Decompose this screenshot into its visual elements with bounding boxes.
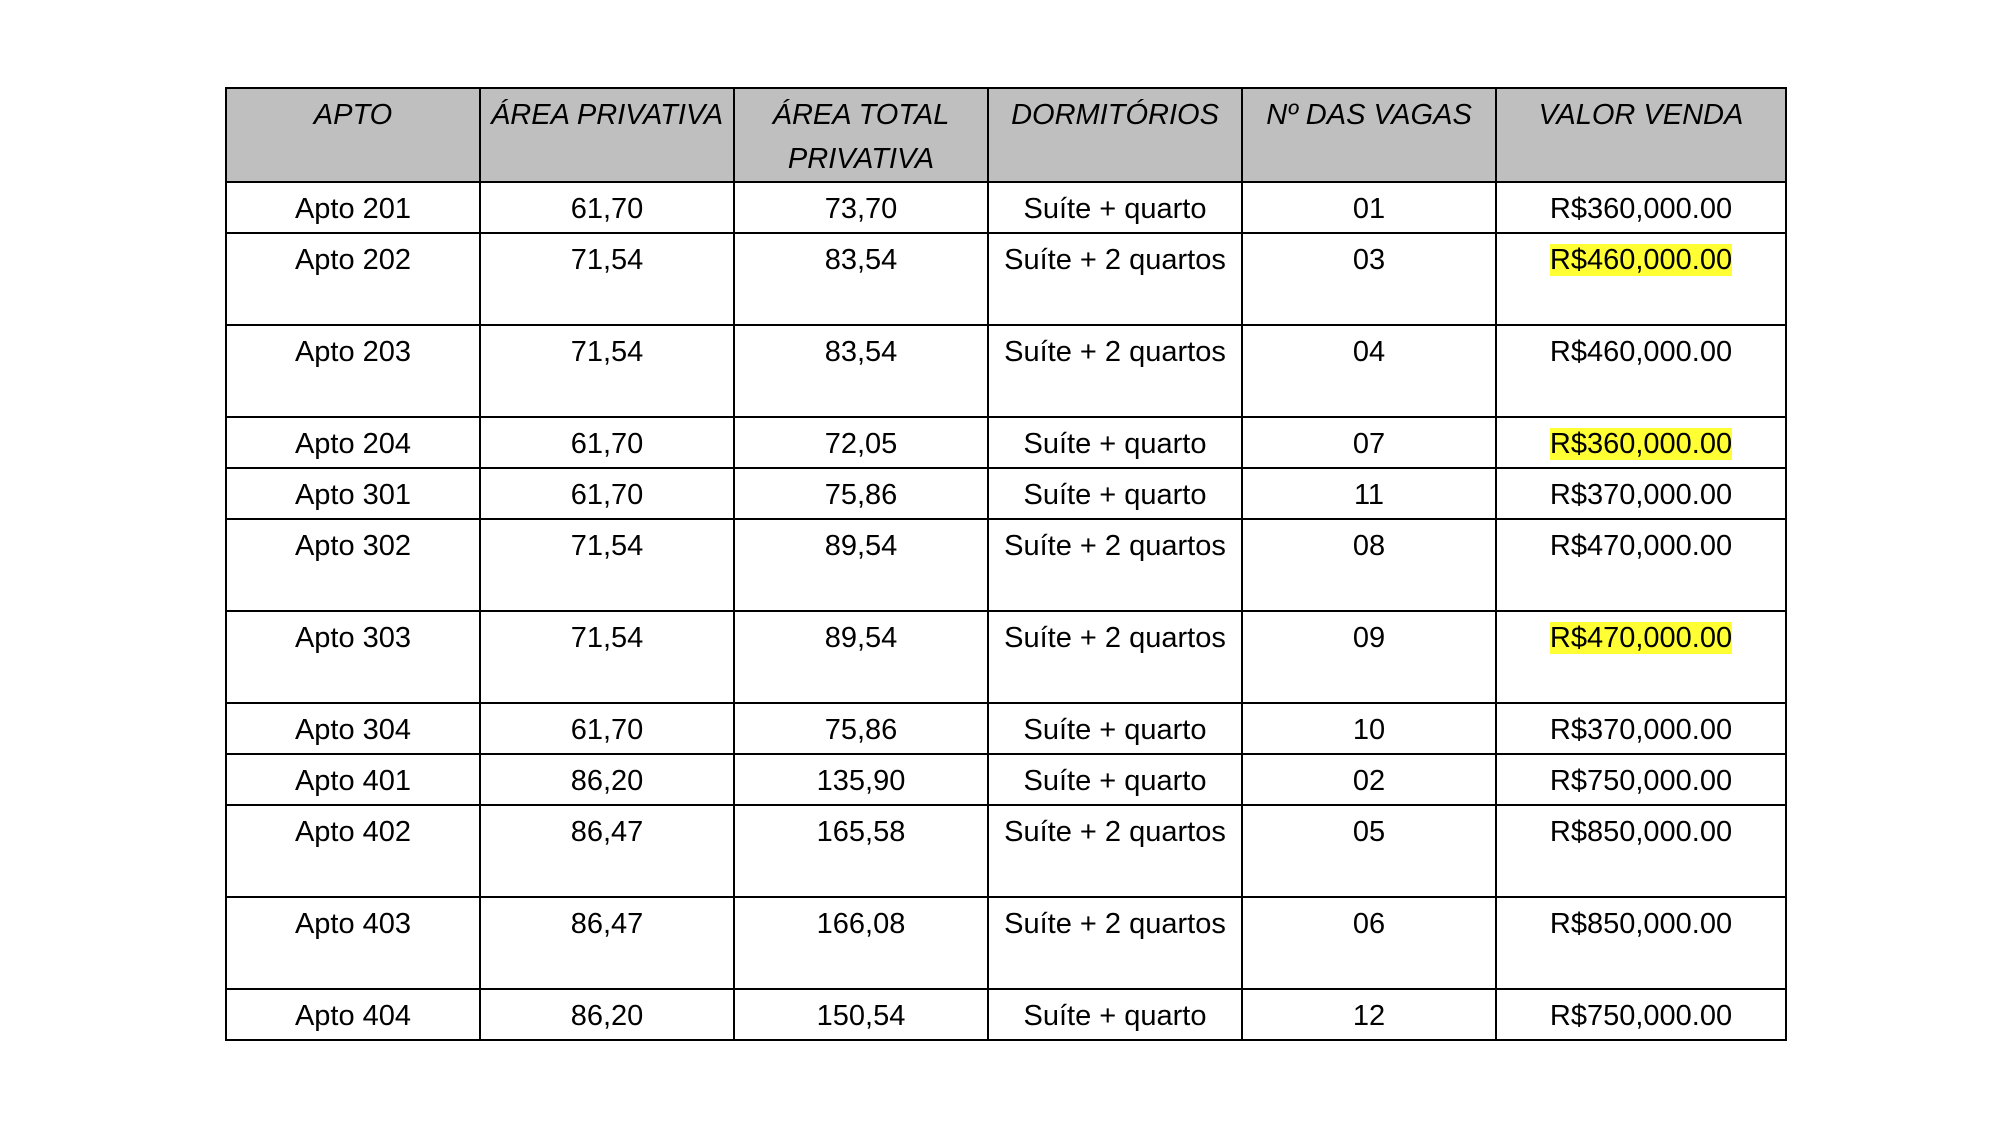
cell-area-privativa: 61,70 [480,703,734,754]
cell-apto: Apto 204 [226,417,480,468]
table-row [226,703,1786,754]
highlighted-price: R$460,000.00 [1549,244,1733,276]
cell-apto: Apto 203 [226,325,480,417]
table-row [226,182,1786,233]
cell-apto: Apto 303 [226,611,480,703]
header-area-total-privativa: ÁREA TOTAL PRIVATIVA [734,88,988,182]
cell-valor-venda: R$460,000.00 [1496,325,1786,417]
table-container [225,87,1785,1041]
cell-area-privativa: 86,20 [480,754,734,805]
cell-numero-vagas: 11 [1242,468,1496,519]
cell-numero-vagas: 12 [1242,989,1496,1040]
cell-dormitorios: Suíte + quarto [988,468,1242,519]
cell-area-total-privativa: 135,90 [734,754,988,805]
table-row [226,417,1786,468]
cell-numero-vagas: 02 [1242,754,1496,805]
cell-dormitorios: Suíte + quarto [988,703,1242,754]
cell-valor-venda: R$370,000.00 [1496,468,1786,519]
cell-area-total-privativa: 89,54 [734,519,988,611]
cell-valor-venda: R$850,000.00 [1496,897,1786,989]
cell-dormitorios: Suíte + 2 quartos [988,897,1242,989]
cell-dormitorios: Suíte + 2 quartos [988,325,1242,417]
cell-valor-venda: R$370,000.00 [1496,703,1786,754]
cell-area-total-privativa: 75,86 [734,703,988,754]
cell-apto: Apto 401 [226,754,480,805]
header-valor-venda: VALOR VENDA [1496,88,1786,182]
cell-numero-vagas: 09 [1242,611,1496,703]
cell-area-total-privativa: 75,86 [734,468,988,519]
cell-valor-venda: R$750,000.00 [1496,989,1786,1040]
cell-numero-vagas: 10 [1242,703,1496,754]
cell-area-total-privativa: 83,54 [734,233,988,325]
cell-area-total-privativa: 73,70 [734,182,988,233]
cell-dormitorios: Suíte + 2 quartos [988,805,1242,897]
table-row [226,325,1786,417]
header-dormitorios: DORMITÓRIOS [988,88,1242,182]
cell-numero-vagas: 03 [1242,233,1496,325]
table-body [226,182,1786,1040]
table-row [226,989,1786,1040]
cell-area-total-privativa: 89,54 [734,611,988,703]
table-header [226,88,1786,182]
cell-area-total-privativa: 165,58 [734,805,988,897]
cell-numero-vagas: 07 [1242,417,1496,468]
cell-area-total-privativa: 72,05 [734,417,988,468]
cell-apto: Apto 202 [226,233,480,325]
table-row [226,233,1786,325]
cell-dormitorios: Suíte + 2 quartos [988,611,1242,703]
cell-apto: Apto 201 [226,182,480,233]
cell-area-total-privativa: 166,08 [734,897,988,989]
cell-area-privativa: 71,54 [480,325,734,417]
cell-numero-vagas: 04 [1242,325,1496,417]
cell-numero-vagas: 08 [1242,519,1496,611]
cell-apto: Apto 402 [226,805,480,897]
header-apto: APTO [226,88,480,182]
cell-dormitorios: Suíte + quarto [988,417,1242,468]
cell-area-privativa: 61,70 [480,417,734,468]
table-row [226,611,1786,703]
cell-numero-vagas: 01 [1242,182,1496,233]
cell-apto: Apto 403 [226,897,480,989]
cell-dormitorios: Suíte + 2 quartos [988,519,1242,611]
header-area-privativa: ÁREA PRIVATIVA [480,88,734,182]
header-row [226,88,1786,182]
table-row [226,468,1786,519]
cell-area-privativa: 86,47 [480,897,734,989]
cell-valor-venda: R$360,000.00 [1496,182,1786,233]
apartment-price-table [225,87,1787,1041]
highlighted-price: R$470,000.00 [1549,622,1733,654]
cell-numero-vagas: 05 [1242,805,1496,897]
cell-area-privativa: 71,54 [480,611,734,703]
cell-area-privativa: 86,47 [480,805,734,897]
cell-area-privativa: 86,20 [480,989,734,1040]
table-row [226,519,1786,611]
cell-valor-venda: R$470,000.00 [1496,519,1786,611]
cell-dormitorios: Suíte + quarto [988,182,1242,233]
cell-apto: Apto 304 [226,703,480,754]
cell-dormitorios: Suíte + quarto [988,989,1242,1040]
cell-area-privativa: 71,54 [480,519,734,611]
cell-area-privativa: 61,70 [480,468,734,519]
cell-valor-venda: R$850,000.00 [1496,805,1786,897]
table-row [226,754,1786,805]
cell-valor-venda: R$750,000.00 [1496,754,1786,805]
cell-area-total-privativa: 83,54 [734,325,988,417]
cell-apto: Apto 302 [226,519,480,611]
cell-numero-vagas: 06 [1242,897,1496,989]
cell-dormitorios: Suíte + quarto [988,754,1242,805]
cell-area-total-privativa: 150,54 [734,989,988,1040]
cell-valor-venda [1496,611,1786,703]
cell-valor-venda [1496,233,1786,325]
cell-dormitorios: Suíte + 2 quartos [988,233,1242,325]
cell-area-privativa: 71,54 [480,233,734,325]
cell-area-privativa: 61,70 [480,182,734,233]
header-numero-vagas: Nº DAS VAGAS [1242,88,1496,182]
cell-apto: Apto 301 [226,468,480,519]
cell-valor-venda [1496,417,1786,468]
table-row [226,805,1786,897]
cell-apto: Apto 404 [226,989,480,1040]
table-row [226,897,1786,989]
highlighted-price: R$360,000.00 [1549,428,1733,460]
